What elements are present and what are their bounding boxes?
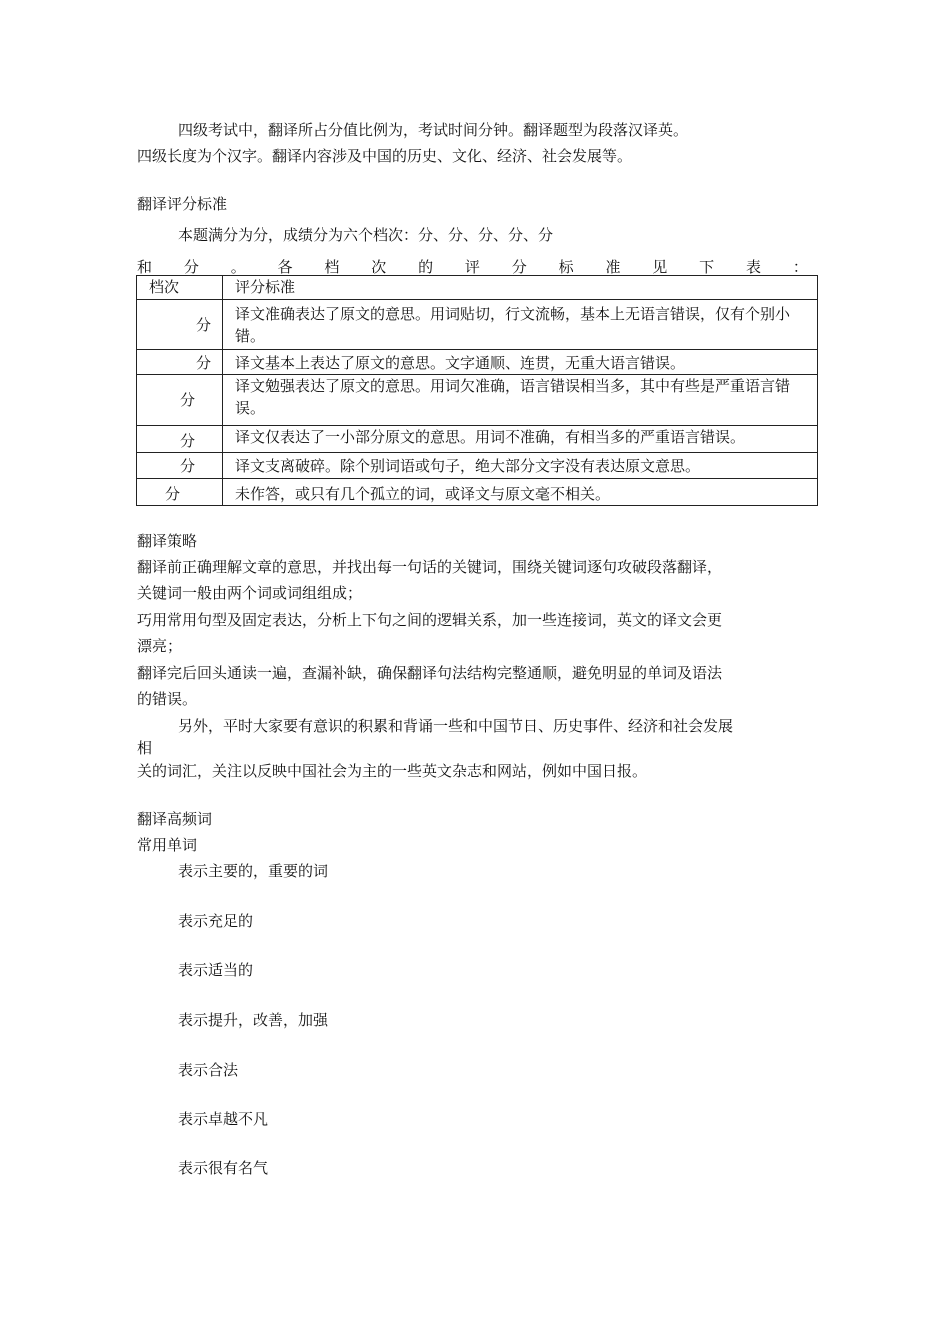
strategy-p2-line-1: 巧用常用句型及固定表达，分析上下句之间的逻辑关系，加一些连接词，英文的译文会更 — [137, 611, 723, 629]
table-cell-score: 分 — [137, 375, 223, 426]
table-row — [137, 350, 818, 375]
vocab-item: 表示提升，改善，加强 — [178, 1011, 329, 1029]
table-cell-criteria — [223, 426, 818, 453]
strategy-p1-line-2: 关键词一般由两个词或词组组成； — [137, 584, 363, 602]
table-header-criteria: 评分标准 — [223, 276, 818, 300]
vocab-item: 表示适当的 — [178, 961, 254, 979]
vocab-item: 表示主要的，重要的词 — [178, 862, 329, 880]
strategy-p4-line-2: 相 — [137, 739, 153, 757]
table-cell-score: 分 — [137, 479, 223, 506]
table-row — [137, 375, 818, 426]
vocab-item: 表示合法 — [178, 1061, 239, 1079]
spread-char: 分 — [183, 258, 199, 276]
vocab-heading: 翻译高频词 — [137, 810, 213, 828]
strategy-p1-line-1: 翻译前正确理解文章的意思，并找出每一句话的关键词，围绕关键词逐句攻破段落翻译， — [137, 558, 723, 576]
spread-char: 和 — [137, 258, 153, 276]
spread-char: 评 — [464, 258, 480, 276]
strategy-p3-line-2: 的错误。 — [137, 690, 198, 708]
spread-char: 档 — [324, 258, 340, 276]
spread-char: 准 — [605, 258, 621, 276]
table-cell-criteria: 译文支离破碎。除个别词语或句子，绝大部分文字没有表达原文意思。 — [223, 453, 818, 479]
table-row — [137, 479, 818, 506]
spread-char: 各 — [277, 258, 293, 276]
scoring-line-2 — [137, 257, 808, 277]
table-row — [137, 453, 818, 479]
spread-char: 次 — [371, 258, 387, 276]
vocab-subheading: 常用单词 — [137, 836, 198, 854]
strategy-p3-line-1: 翻译完后回头通读一遍，查漏补缺，确保翻译句法结构完整通顺，避免明显的单词及语法 — [137, 664, 723, 682]
strategy-p2-line-2: 漂亮； — [137, 637, 183, 655]
strategy-heading: 翻译策略 — [137, 532, 198, 550]
strategy-p4-line-3: 关的词汇，关注以反映中国社会为主的一些英文杂志和网站，例如中国日报。 — [137, 762, 648, 780]
table-row — [137, 300, 818, 350]
scoring-line-1: 本题满分为分，成绩分为六个档次：分、分、分、分、分 — [178, 226, 554, 244]
spread-char: 。 — [230, 258, 246, 276]
table-cell-criteria: 译文准确表达了原文的意思。用词贴切，行文流畅，基本上无语言错误，仅有个别小错。 — [223, 300, 818, 350]
table-cell-score: 分 — [137, 350, 223, 375]
scoring-table — [136, 275, 818, 506]
table-cell-criteria: 译文勉强表达了原文的意思。用词欠准确，语言错误相当多，其中有些是严重语言错误。 — [223, 375, 818, 426]
intro-line-1: 四级考试中，翻译所占分值比例为，考试时间分钟。翻译题型为段落汉译英。 — [178, 121, 689, 139]
spread-char: 表 — [745, 258, 761, 276]
vocab-item: 表示卓越不凡 — [178, 1110, 269, 1128]
table-header-row — [137, 276, 818, 300]
vocab-item: 表示很有名气 — [178, 1159, 269, 1177]
strategy-p4-line-1: 另外，平时大家要有意识的积累和背诵一些和中国节日、历史事件、经济和社会发展 — [178, 717, 734, 735]
table-row — [137, 426, 818, 453]
scoring-heading: 翻译评分标准 — [137, 195, 228, 213]
table-cell-score: 分 — [137, 426, 223, 453]
spread-char: 下 — [699, 258, 715, 276]
spread-char: 分 — [511, 258, 527, 276]
vocab-item: 表示充足的 — [178, 912, 254, 930]
intro-line-2: 四级长度为个汉字。翻译内容涉及中国的历史、文化、经济、社会发展等。 — [137, 147, 633, 165]
table-cell-score: 分 — [137, 300, 223, 350]
spread-char: 标 — [558, 258, 574, 276]
spread-char: 的 — [418, 258, 434, 276]
table-cell-criteria: 未作答，或只有几个孤立的词，或译文与原文毫不相关。 — [223, 479, 818, 506]
spread-char: 见 — [652, 258, 668, 276]
table-cell-score: 分 — [137, 453, 223, 479]
table-cell-criteria: 译文基本上表达了原文的意思。文字通顺、连贯，无重大语言错误。 — [223, 350, 818, 375]
spread-char: ： — [792, 258, 808, 276]
table-header-grade: 档次 — [137, 276, 223, 300]
table-cell-criteria-text: 译文仅表达了一小部分原文的意思。用词不准确，有相当多的严重语言错误。 — [235, 428, 746, 446]
